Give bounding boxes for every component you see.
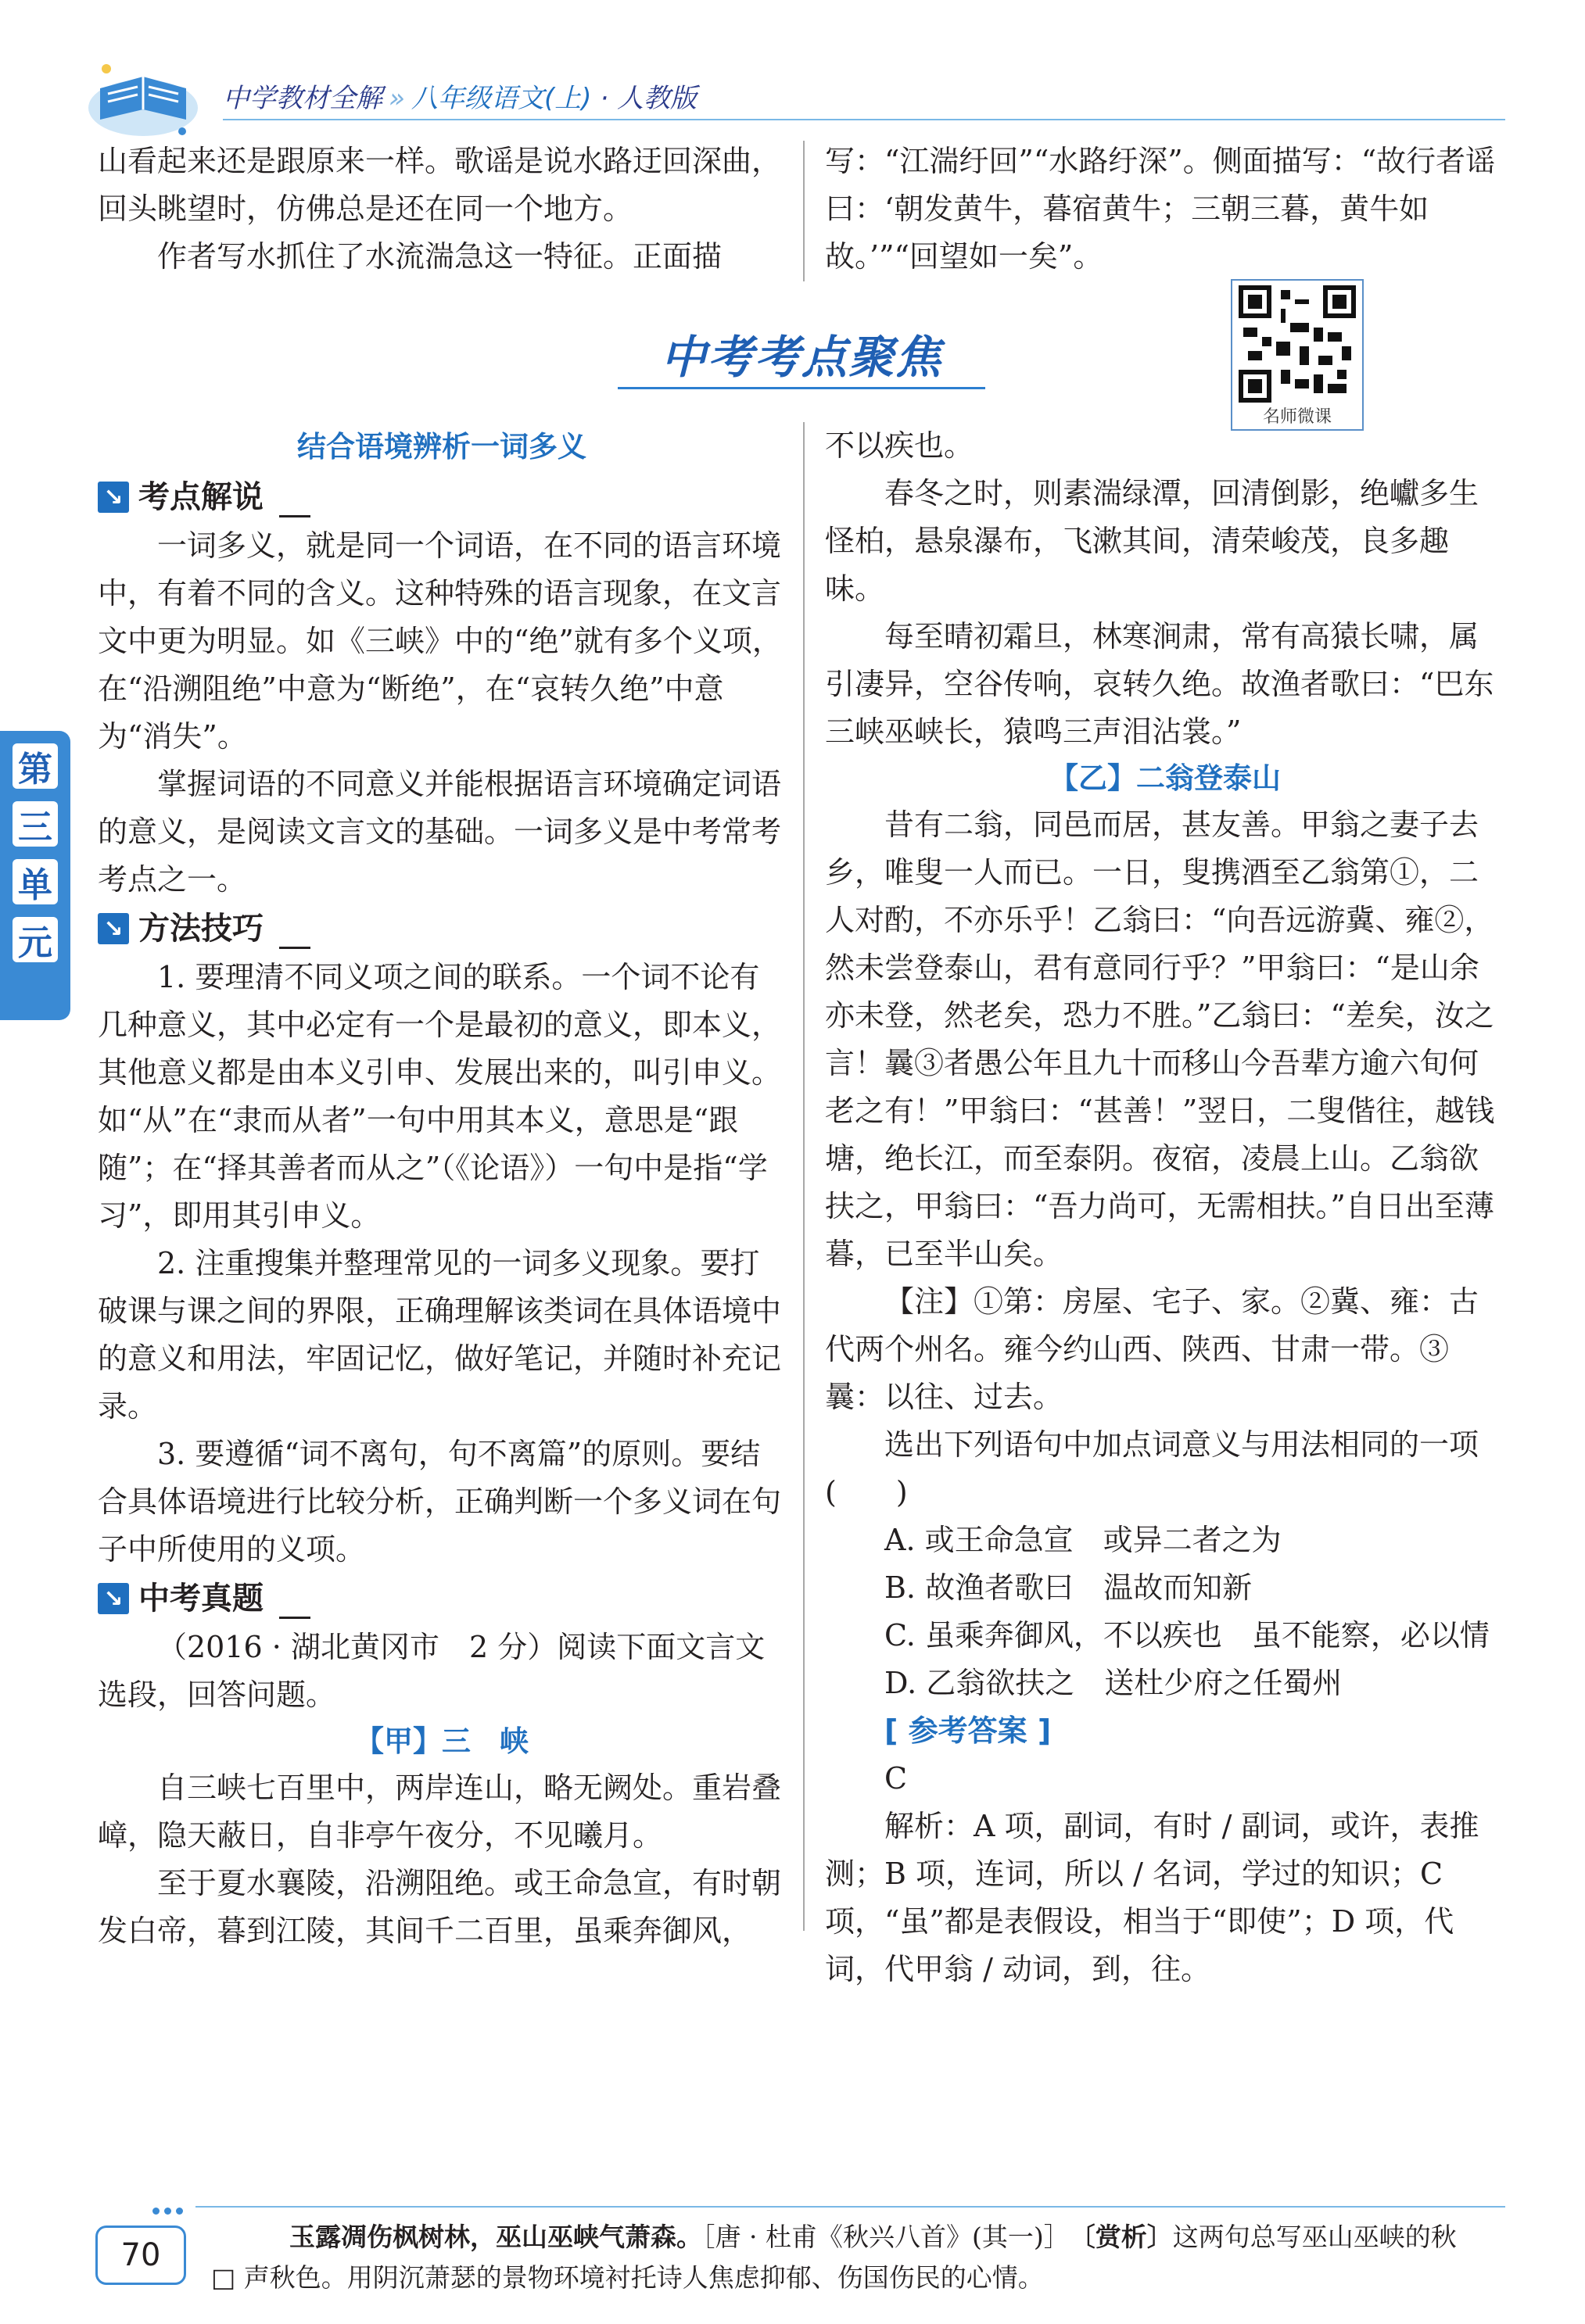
appreciation: 这两句总写巫山巫峡的秋 — [1172, 2222, 1457, 2252]
page-number: 70 — [95, 2226, 186, 2285]
passage-yi-title: 【乙】二翁登泰山 — [1049, 761, 1281, 795]
qr-code-icon — [1239, 285, 1356, 403]
arrow-icon: ↘ — [98, 1583, 129, 1614]
unit-side-tab — [0, 731, 70, 1020]
answer-tag: [ 参考答案 ] — [884, 1713, 1052, 1748]
option-text: A. 或王命急宣 — [884, 1523, 1074, 1557]
banner-underline — [618, 387, 985, 389]
book-logo-icon — [84, 53, 202, 139]
checkbox-icon: □ — [211, 2262, 236, 2293]
appreciation-cont: 声秋色。用阴沉萧瑟的景物环境衬托诗人焦虑抑郁、伤国伤民的心情。 — [243, 2262, 1044, 2293]
paragraph: 写：“江湍纡回”“水路纡深”。侧面描写：“故行者谣曰：‘朝发黄牛，暮宿黄牛；三朝三暮，黄牛如故。’”“回望如一矣”。 — [825, 144, 1496, 274]
header-title — [223, 77, 697, 115]
option-text: 虽不能察，必以情 — [1251, 1618, 1490, 1653]
analysis: 解析：A 项，副词，有时 / 副词，或许，表推测；B 项，连词，所以 / 名词，学过的知识；C 项，“虽”都是表假设，相当于“即使”；D 项，代词，代甲翁 / 动词，到，往。 — [825, 1809, 1479, 1986]
topic-title: 结合语境辨析一词多义 — [297, 430, 586, 464]
paragraph: 不以疾也。 — [825, 428, 974, 463]
column-divider — [803, 422, 805, 1931]
chevron-icon: » — [389, 83, 405, 114]
option-text: B. 故渔者歌曰 — [884, 1570, 1074, 1605]
footnote: 【注】①第：房屋、宅子、家。②冀、雍：古代两个州名。雍今约山西、陕西、甘肃一带。③曩：以往、过去。 — [825, 1284, 1479, 1414]
option-d — [884, 1660, 1505, 1707]
section-head-exam — [98, 1574, 786, 1624]
paragraph: 一词多义，就是同一个词语，在不同的语言环境中，有着不同的含义。这种特殊的语言现象，在文言文中更为明显。如《三峡》中的“绝”就有多个义项，在“沿溯阻绝”中意为“断绝”，在“哀转久绝”中意为“消失”。 — [98, 528, 782, 754]
paragraph: 山看起来还是跟原来一样。歌谣是说水路迂回深曲，回头眺望时，仿佛总是还在同一个地方。 — [98, 144, 782, 226]
passage-jia-title: 【甲】三 峡 — [355, 1724, 529, 1758]
footer-rule — [195, 2206, 1505, 2208]
unit-tab-char: 第 — [13, 743, 58, 789]
unit-tab-char: 元 — [13, 917, 58, 962]
option-b — [884, 1564, 1505, 1612]
right-column — [825, 422, 1505, 1993]
series-name: 中学教材全解 — [223, 83, 382, 114]
option-text: 或异二者之为 — [1103, 1523, 1282, 1557]
section-head-method — [98, 904, 786, 954]
footer-dots — [152, 2203, 188, 2218]
left-column — [98, 422, 786, 1955]
option-text: 温故而知新 — [1103, 1570, 1253, 1605]
unit-tab-char: 单 — [13, 859, 58, 904]
qr-label: 名师微课 — [1262, 407, 1332, 427]
edition: · 人教版 — [600, 83, 697, 114]
paragraph: 春冬之时，则素湍绿潭，回清倒影，绝巘多生怪柏，悬泉瀑布，飞漱其间，清荣峻茂，良多趣味。 — [825, 476, 1479, 606]
paragraph: 3. 要遵循“词不离句，句不离篇”的原则。要结合具体语境进行比较分析，正确判断一个多义词在句子中所使用的义项。 — [98, 1437, 782, 1567]
section-title: 方法技巧 — [138, 910, 264, 947]
option-text: D. 乙翁欲扶之 — [884, 1666, 1075, 1700]
unit-tab-char: 三 — [13, 801, 58, 847]
section-title: 考点解说 — [138, 478, 264, 515]
footer-quote — [195, 2217, 1509, 2298]
top-left-text — [98, 138, 786, 281]
poem-source: ［唐 · 杜甫《秋兴八首》(其一)］ — [702, 2222, 1057, 2252]
option-text: C. 虽乘奔御风，不以疾也 — [884, 1618, 1222, 1653]
top-right-text — [825, 138, 1505, 281]
poem-line: 玉露凋伤枫树林，巫山巫峡气萧森。 — [289, 2222, 702, 2252]
arrow-icon: ↘ — [98, 482, 129, 513]
appreciation-tag: 〔赏析〕 — [1082, 2222, 1173, 2252]
arrow-icon: ↘ — [98, 913, 129, 944]
paragraph: 昔有二翁，同邑而居，甚友善。甲翁之妻子去乡，唯叟一人而已。一日，叟携酒至乙翁第①，二人对酌，不亦乐乎！乙翁曰：“向吾远游冀、雍②，然未尝登泰山，君有意同行乎？”甲翁曰：“是山余亦未登，然老矣，恐力不胜。”乙翁曰：“差矣，汝之言！曩③者愚公年且九十而移山今吾辈方逾六旬何老之有！”甲翁曰：“甚善！”翌日，二叟偕往，越钱塘，绝长江，而至泰阴。夜宿，凌晨上山。乙翁欲扶之，甲翁曰：“吾力尚可，无需相扶。”自日出至薄暮，已至半山矣。 — [825, 807, 1495, 1271]
paragraph: 2. 注重搜集并整理常见的一词多义现象。要打破课与课之间的界限，正确理解该类词在具体语境中的意义和用法，牢固记忆，做好笔记，并随时补充记录。 — [98, 1246, 782, 1423]
paragraph: 掌握词语的不同意义并能根据语言环境确定词语的意义，是阅读文言文的基础。一词多义是中考常考考点之一。 — [98, 767, 782, 897]
section-underline — [279, 1617, 310, 1619]
section-banner: 中考考点聚焦 — [660, 331, 942, 384]
section-title: 中考真题 — [138, 1580, 264, 1617]
option-c — [884, 1612, 1505, 1660]
section-head-explain — [98, 472, 786, 522]
paragraph: 1. 要理清不同义项之间的联系。一个词不论有几种意义，其中必定有一个是最初的意义，即本义，其他意义都是由本义引申、发展出来的，叫引申义。如“从”在“隶而从者”一句中用其本义，意思是“跟随”；在“择其善者而从之”（《论语》）一句中是指“学习”，即用其引申义。 — [98, 960, 782, 1233]
option-a — [884, 1517, 1505, 1564]
paragraph: 每至晴初霜旦，林寒涧肃，常有高猿长啸，属引凄异，空谷传响，哀转久绝。故渔者歌曰：“巴东三峡巫峡长，猿鸣三声泪沾裳。” — [825, 619, 1494, 749]
option-list — [825, 1517, 1505, 1707]
column-divider — [803, 141, 805, 281]
paragraph: 至于夏水襄陵，沿溯阻绝。或王命急宣，有时朝发白帝，暮到江陵，其间千二百里，虽乘奔御风， — [98, 1866, 782, 1948]
question: 选出下列语句中加点词意义与用法相同的一项( ) — [825, 1427, 1479, 1509]
section-underline — [279, 947, 310, 949]
answer: C — [884, 1761, 908, 1796]
header-rule — [223, 119, 1505, 120]
paragraph: （2016 · 湖北黄冈市 2 分）阅读下面文言文选段，回答问题。 — [98, 1630, 766, 1712]
paragraph: 自三峡七百里中，两岸连山，略无阙处。重岩叠嶂，隐天蔽日，自非亭午夜分，不见曦月。 — [98, 1771, 782, 1853]
section-underline — [279, 515, 310, 517]
option-text: 送杜少府之任蜀州 — [1104, 1666, 1343, 1700]
paragraph: 作者写水抓住了水流湍急这一特征。正面描 — [157, 239, 723, 274]
book-name: 八年级语文(上) — [411, 83, 592, 114]
qr-code[interactable] — [1231, 279, 1364, 431]
